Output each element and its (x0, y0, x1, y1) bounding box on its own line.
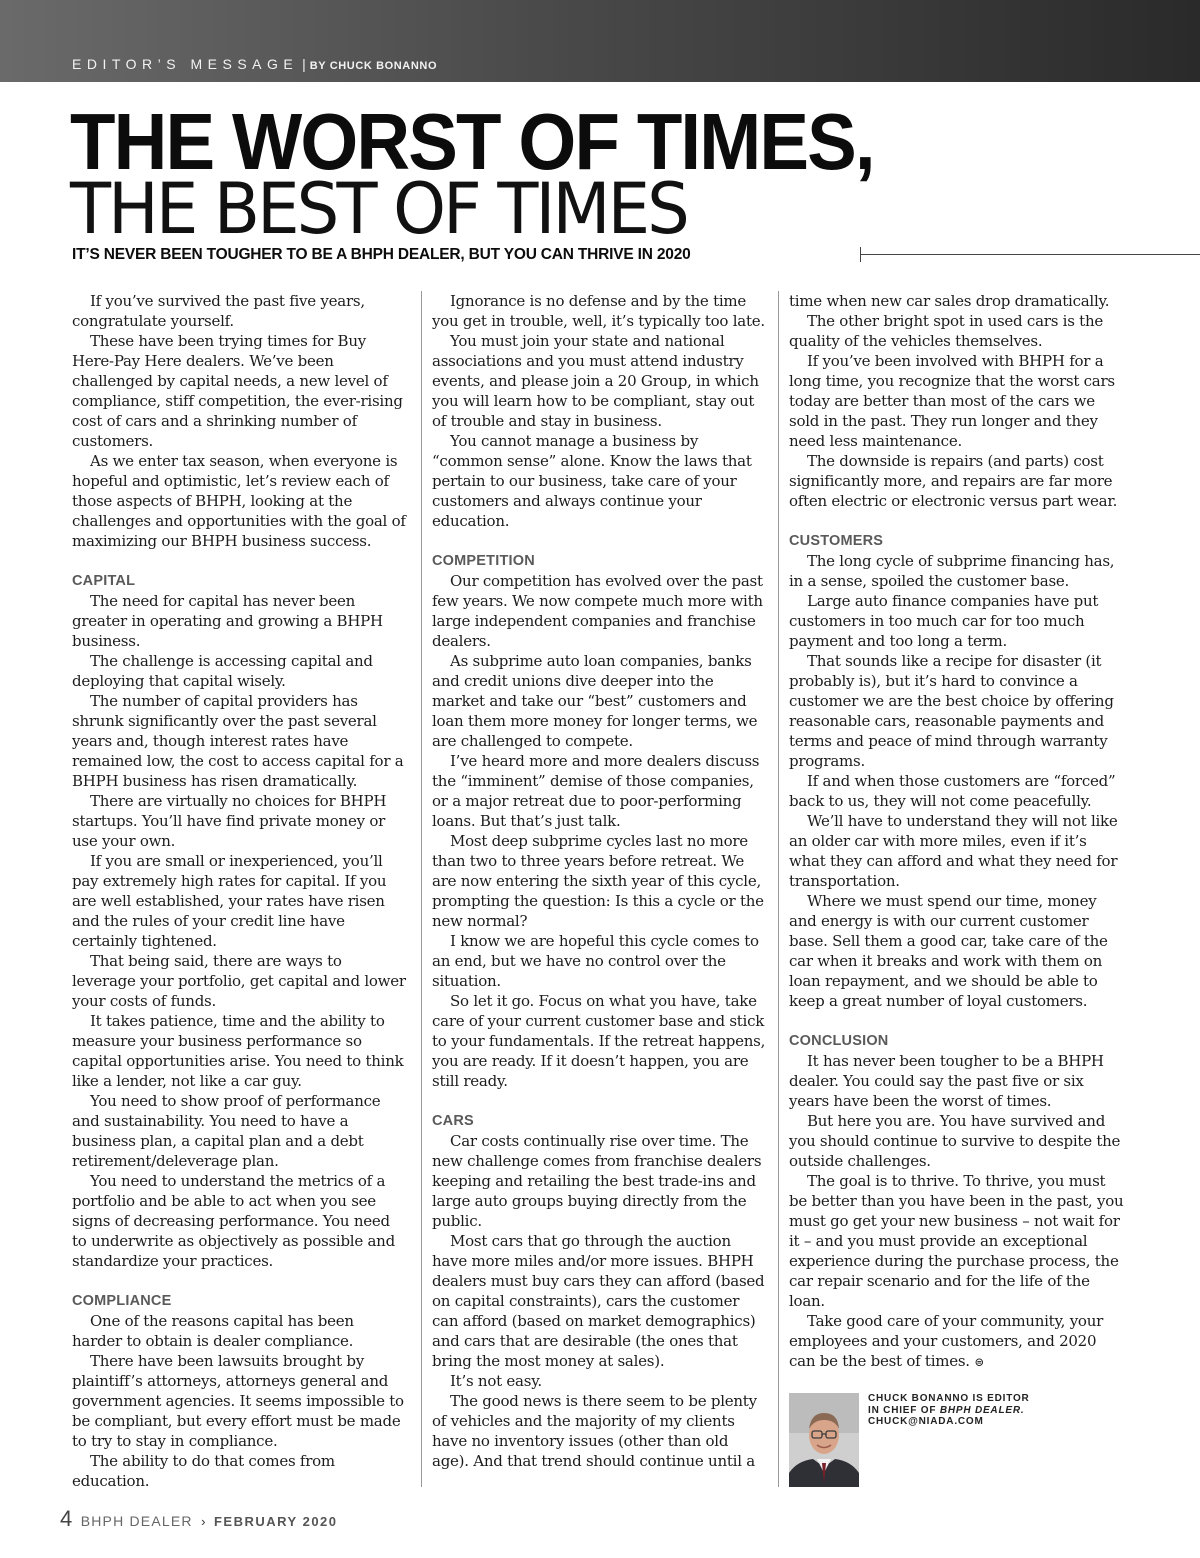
paragraph: It takes patience, time and the ability to measure your business performance so capital opportunities arise. You need to think like a lender, not like a car guy. (72, 1012, 404, 1090)
author-portrait-icon (789, 1393, 859, 1487)
paragraph: I know we are hopeful this cycle comes to an end, but we have no control over the situation. (432, 932, 759, 990)
page-number: 4 (60, 1506, 73, 1531)
paragraph: The goal is to thrive. To thrive, you must be better than you have been in the past, you must go get your new business – not wait for it – and you must provide an exceptional experience during the purchase process, the car repair scenario and for the life of the loan. (789, 1172, 1124, 1310)
paragraph: Most cars that go through the auction have more miles and/or more issues. BHPH dealers must buy cars they can afford (based on capital constraints), cars the customer can afford (based on market demographics) and cars that are desirable (the ones that bring the most money at sales). (432, 1232, 765, 1370)
footer-publication: BHPH DEALER (80, 1513, 193, 1529)
column-3 (789, 291, 1127, 1372)
paragraph: These have been trying times for Buy Here-Pay Here dealers. We’ve been challenged by capital needs, a new level of compliance, stiff competition, the ever-rising cost of cars and a shrinking number of customers. (72, 332, 403, 450)
column-divider-2 (778, 291, 779, 1487)
paragraph: Ignorance is no defense and by the time you get in trouble, well, it’s typically too late. (432, 292, 765, 330)
section-label: EDITOR’S MESSAGE (72, 56, 299, 72)
paragraph: The other bright spot in used cars is the quality of the vehicles themselves. (789, 312, 1103, 350)
paragraph: It’s not easy. (450, 1372, 542, 1390)
paragraph: If you’ve been involved with BHPH for a long time, you recognize that the worst cars today are better than most of the cars we sold in the past. They run longer and they need less maintenance. (789, 352, 1115, 450)
chevron-right-icon: › (201, 1514, 206, 1529)
paragraph: The downside is repairs (and parts) cost significantly more, and repairs are far more often electric or electronic versus part wear. (789, 452, 1118, 510)
author-bio-prefix: IN CHIEF OF (868, 1404, 940, 1416)
author-photo (789, 1393, 859, 1487)
byline: BY CHUCK BONANNO (309, 60, 438, 72)
heading-customers: CUSTOMERS (789, 533, 884, 549)
paragraph: The ability to do that comes from education. (72, 1452, 335, 1490)
kicker-separator: | (302, 56, 306, 72)
paragraph: If and when those customers are “forced” back to us, they will not come peacefully. (789, 772, 1116, 810)
paragraph: The challenge is accessing capital and deploying that capital wisely. (72, 652, 373, 690)
section-kicker (72, 56, 437, 72)
paragraph: The good news is there seem to be plenty of vehicles and the majority of my clients have no inventory issues (other than old age). And that trend should continue until a (432, 1392, 757, 1470)
paragraph: If you are small or inexperienced, you’ll pay extremely high rates for capital. If you are well established, your rates have risen and the rules of your credit line have certainly tightened. (72, 852, 387, 950)
heading-competition: COMPETITION (432, 553, 535, 569)
paragraph: Where we must spend our time, money and energy is with our current customer base. Sell them a good car, take care of the car when it breaks and work with them on loan repayment, and we should be able to keep a great number of loyal customers. (789, 892, 1108, 1010)
author-email: CHUCK@NIADA.COM (868, 1416, 984, 1427)
paragraph-continued: time when new car sales drop dramatically. (789, 292, 1110, 310)
page-footer (60, 1506, 338, 1532)
paragraph: There are virtually no choices for BHPH startups. You’ll have find private money or use your own. (72, 792, 387, 850)
author-publication: BHPH DEALER. (939, 1404, 1025, 1416)
heading-cars: CARS (432, 1113, 474, 1129)
deck-subtitle: IT’S NEVER BEEN TOUGHER TO BE A BHPH DEALER, BUT YOU CAN THRIVE IN 2020 (72, 246, 691, 263)
paragraph: There have been lawsuits brought by plaintiff’s attorneys, attorneys general and government agencies. It seems impossible to be compliant, but every effort must be made to try to stay in compliance. (72, 1352, 404, 1450)
paragraph: You must join your state and national associations and you must attend industry events, and please join a 20 Group, in which you will learn how to be compliant, stay out of trouble and stay in business. (432, 332, 759, 430)
column-2 (432, 291, 768, 1471)
heading-capital: CAPITAL (72, 573, 136, 589)
paragraph: We’ll have to understand they will not like an older car with more miles, even if it’s what they can afford and what they need for transportation. (789, 812, 1118, 890)
paragraph: If you’ve survived the past five years, congratulate yourself. (72, 292, 365, 330)
paragraph: Car costs continually rise over time. The new challenge comes from franchise dealers keeping and retailing the best trade-ins and large auto groups buying directly from the public. (432, 1132, 762, 1230)
paragraph: You need to understand the metrics of a portfolio and be able to act when you see signs of decreasing performance. You need to underwrite as objectively as possible and standardize your practices. (72, 1172, 395, 1270)
final-paragraph-text: Take good care of your community, your employees and your customers, and 2020 can be the best of times. (789, 1312, 1104, 1370)
paragraph: The number of capital providers has shrunk significantly over the past several years and, though interest rates have remained low, the cost to access capital for a BHPH business has risen dramatically. (72, 692, 404, 790)
heading-conclusion: CONCLUSION (789, 1033, 889, 1049)
footer-issue-date: FEBRUARY 2020 (213, 1514, 338, 1529)
paragraph: As we enter tax season, when everyone is hopeful and optimistic, let’s review each of those aspects of BHPH, looking at the challenges and opportunities with the goal of maximizing our BHPH business success. (72, 452, 406, 550)
paragraph: You cannot manage a business by “common sense” alone. Know the laws that pertain to our business, take care of your customers and always continue your education. (432, 432, 752, 530)
paragraph: One of the reasons capital has been harder to obtain is dealer compliance. (72, 1312, 354, 1350)
paragraph: You need to show proof of performance and sustainability. You need to have a business plan, a capital plan and a debt retirement/deleverage plan. (72, 1092, 381, 1170)
final-paragraph (789, 1311, 1127, 1372)
paragraph: Our competition has evolved over the past few years. We now compete much more with large independent companies and franchise dealers. (432, 572, 763, 650)
column-1 (72, 291, 408, 1491)
paragraph: As subprime auto loan companies, banks and credit unions dive deeper into the market and take our “best” customers and loan them more money for longer terms, we are challenged to compete. (432, 652, 758, 750)
author-bio-line: CHUCK BONANNO IS EDITOR (868, 1393, 1030, 1404)
paragraph: The need for capital has never been greater in operating and growing a BHPH business. (72, 592, 383, 650)
heading-compliance: COMPLIANCE (72, 1293, 172, 1309)
author-bio-line (868, 1405, 1030, 1417)
headline-line-1: THE WORST OF TIMES, (70, 97, 874, 186)
paragraph: The long cycle of subprime financing has, in a sense, spoiled the customer base. (789, 552, 1115, 590)
column-divider-1 (421, 291, 422, 1487)
paragraph: But here you are. You have survived and you should continue to survive to despite the outside challenges. (789, 1112, 1121, 1170)
paragraph: Most deep subprime cycles last no more than two to three years before retreat. We are now entering the sixth year of this cycle, prompting the question: Is this a cycle or the new normal? (432, 832, 764, 930)
subtitle-rule (860, 254, 1200, 255)
headline-line-2: THE BEST OF TIMES (70, 168, 687, 250)
paragraph: Large auto finance companies have put customers in too much car for too much payment and too long a term. (789, 592, 1099, 650)
paragraph: So let it go. Focus on what you have, take care of your current customer base and stick to your fundamentals. If the retreat happens, you are ready. If it doesn’t happen, you are still ready. (432, 992, 766, 1090)
paragraph: I’ve heard more and more dealers discuss the “imminent” demise of those companies, or a major retreat due to poor-performing loans. But that’s just talk. (432, 752, 760, 830)
paragraph: It has never been tougher to be a BHPH dealer. You could say the past five or six years have been the worst of times. (789, 1052, 1104, 1110)
end-mark-icon: ⊜ (974, 1355, 985, 1369)
author-bio (868, 1393, 1030, 1428)
paragraph: That sounds like a recipe for disaster (it probably is), but it’s hard to convince a customer we are the best choice by offering reasonable cars, reasonable payments and terms and peace of mind through warranty programs. (789, 652, 1114, 770)
paragraph: That being said, there are ways to leverage your portfolio, get capital and lower your costs of funds. (72, 952, 406, 1010)
